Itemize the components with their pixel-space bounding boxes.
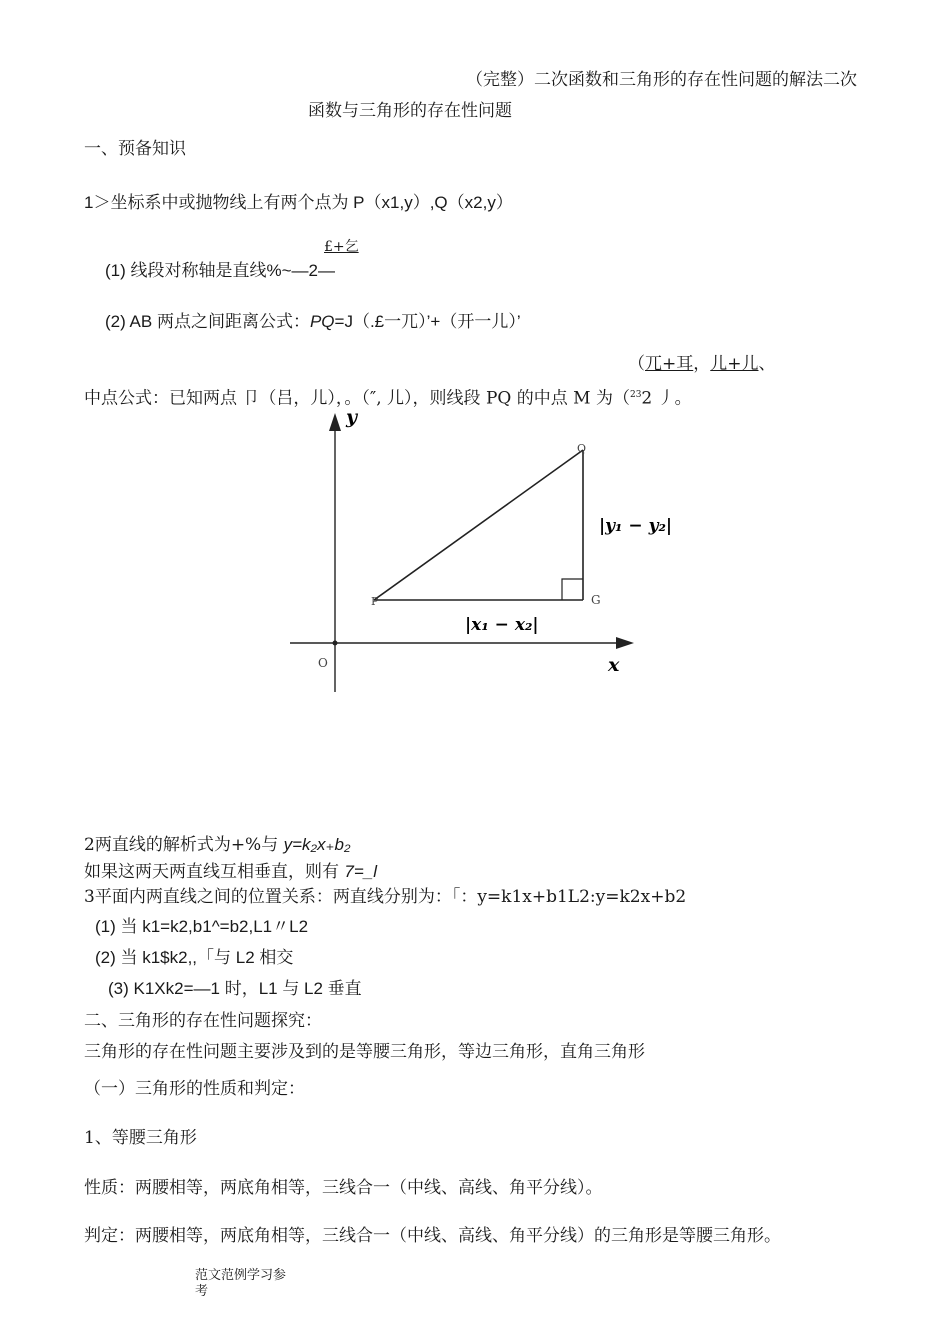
item1-intro: 1＞坐标系中或抛物线上有两个点为 P（x1,y）,Q（x2,y） — [84, 193, 513, 212]
midpoint-numerators — [628, 354, 776, 374]
x-axis-arrow — [616, 637, 634, 649]
distance-formula — [105, 312, 521, 332]
symmetry-axis-formula: (1) 线段对称轴是直线%~—2— — [105, 261, 335, 280]
section2-intro: 三角形的存在性问题主要涉及到的是等腰三角形，等边三角形，直角三角形 — [84, 1042, 645, 1062]
midpoint-x-numerator: 兀+耳 — [645, 354, 694, 374]
distance-formula-pq: PQ — [309, 312, 335, 331]
distance-formula-label: (2) AB 两点之间距离公式： — [105, 312, 310, 331]
footer-line2: 考 — [195, 1283, 209, 1298]
section-heading-prep: 一、预备知识 — [84, 139, 186, 159]
item2-text: 2两直线的解析式为+%与 — [84, 835, 284, 855]
formula-numerator: £+乞 — [324, 239, 359, 255]
title-line-2: 函数与三角形的存在性问题 — [308, 101, 512, 121]
origin-label: O — [318, 656, 328, 670]
item2-line2-text: 如果这两天两直线互相垂直，则有 — [84, 862, 345, 882]
section-heading-triangle: 二、三角形的存在性问题探究： — [84, 1011, 322, 1031]
midpoint-superscript: 23 — [629, 390, 642, 400]
midpoint-comma: ， — [693, 354, 711, 374]
midpoint-y-numerator: 儿+儿 — [710, 354, 759, 374]
hypotenuse-pq — [374, 450, 583, 600]
isosceles-heading: 1、等腰三角形 — [84, 1128, 197, 1148]
item2-line1 — [84, 835, 350, 855]
y-axis-arrow — [329, 413, 341, 431]
point-g-label: G — [591, 593, 601, 607]
midpoint-formula-text: 中点公式：已知两点 卩（吕，儿），。（″, 儿），则线段 PQ 的中点 M 为（ — [84, 388, 630, 409]
item2-formula: y=k₂x₊b₂ — [283, 835, 351, 854]
item3-case2: (2) 当 k1$k2,,「与 L2 相交 — [95, 948, 294, 967]
midpoint-paren: （ — [628, 354, 645, 374]
origin-dot — [333, 641, 338, 646]
midpoint-formula-end: 2 丿。 — [641, 388, 692, 409]
distance-formula-expr: =J（.£一兀）’+（开一儿）’ — [334, 312, 521, 331]
section2-subheading: （一）三角形的性质和判定： — [84, 1079, 305, 1099]
item3-case1: (1) 当 k1=k2,b1^=b2,L1〃L2 — [95, 917, 309, 936]
horizontal-distance-label: |x₁ − x₂| — [465, 615, 539, 635]
midpoint-tail: 、 — [758, 354, 776, 374]
title-line-1: （完整）二次函数和三角形的存在性问题的解法二次 — [466, 70, 857, 90]
point-p-label: P — [371, 595, 379, 608]
item2-line2 — [84, 862, 377, 882]
y-axis-label: y — [346, 406, 358, 428]
x-axis-label: x — [608, 654, 620, 676]
vertical-distance-label: |y₁ − y₂| — [599, 516, 673, 536]
right-angle-marker — [562, 579, 583, 600]
isosceles-property: 性质：两腰相等，两底角相等，三线合一（中线、高线、角平分线）。 — [84, 1178, 603, 1198]
isosceles-judgement: 判定：两腰相等，两底角相等，三线合一（中线、高线、角平分线）的三角形是等腰三角形。 — [84, 1226, 781, 1246]
item3-case3: (3) K1Xk2=—1 时，L1 与 L2 垂直 — [108, 979, 362, 998]
coordinate-figure — [0, 405, 950, 715]
point-q-label: Q — [577, 442, 587, 455]
item2-line2-formula: 7=_l — [344, 862, 378, 881]
item3-heading: 3平面内两直线之间的位置关系：两直线分别为：「：y=k1x+b1L2:y=k2x+b2 — [84, 887, 687, 907]
footer-line1: 范文范例学习参 — [195, 1267, 287, 1282]
